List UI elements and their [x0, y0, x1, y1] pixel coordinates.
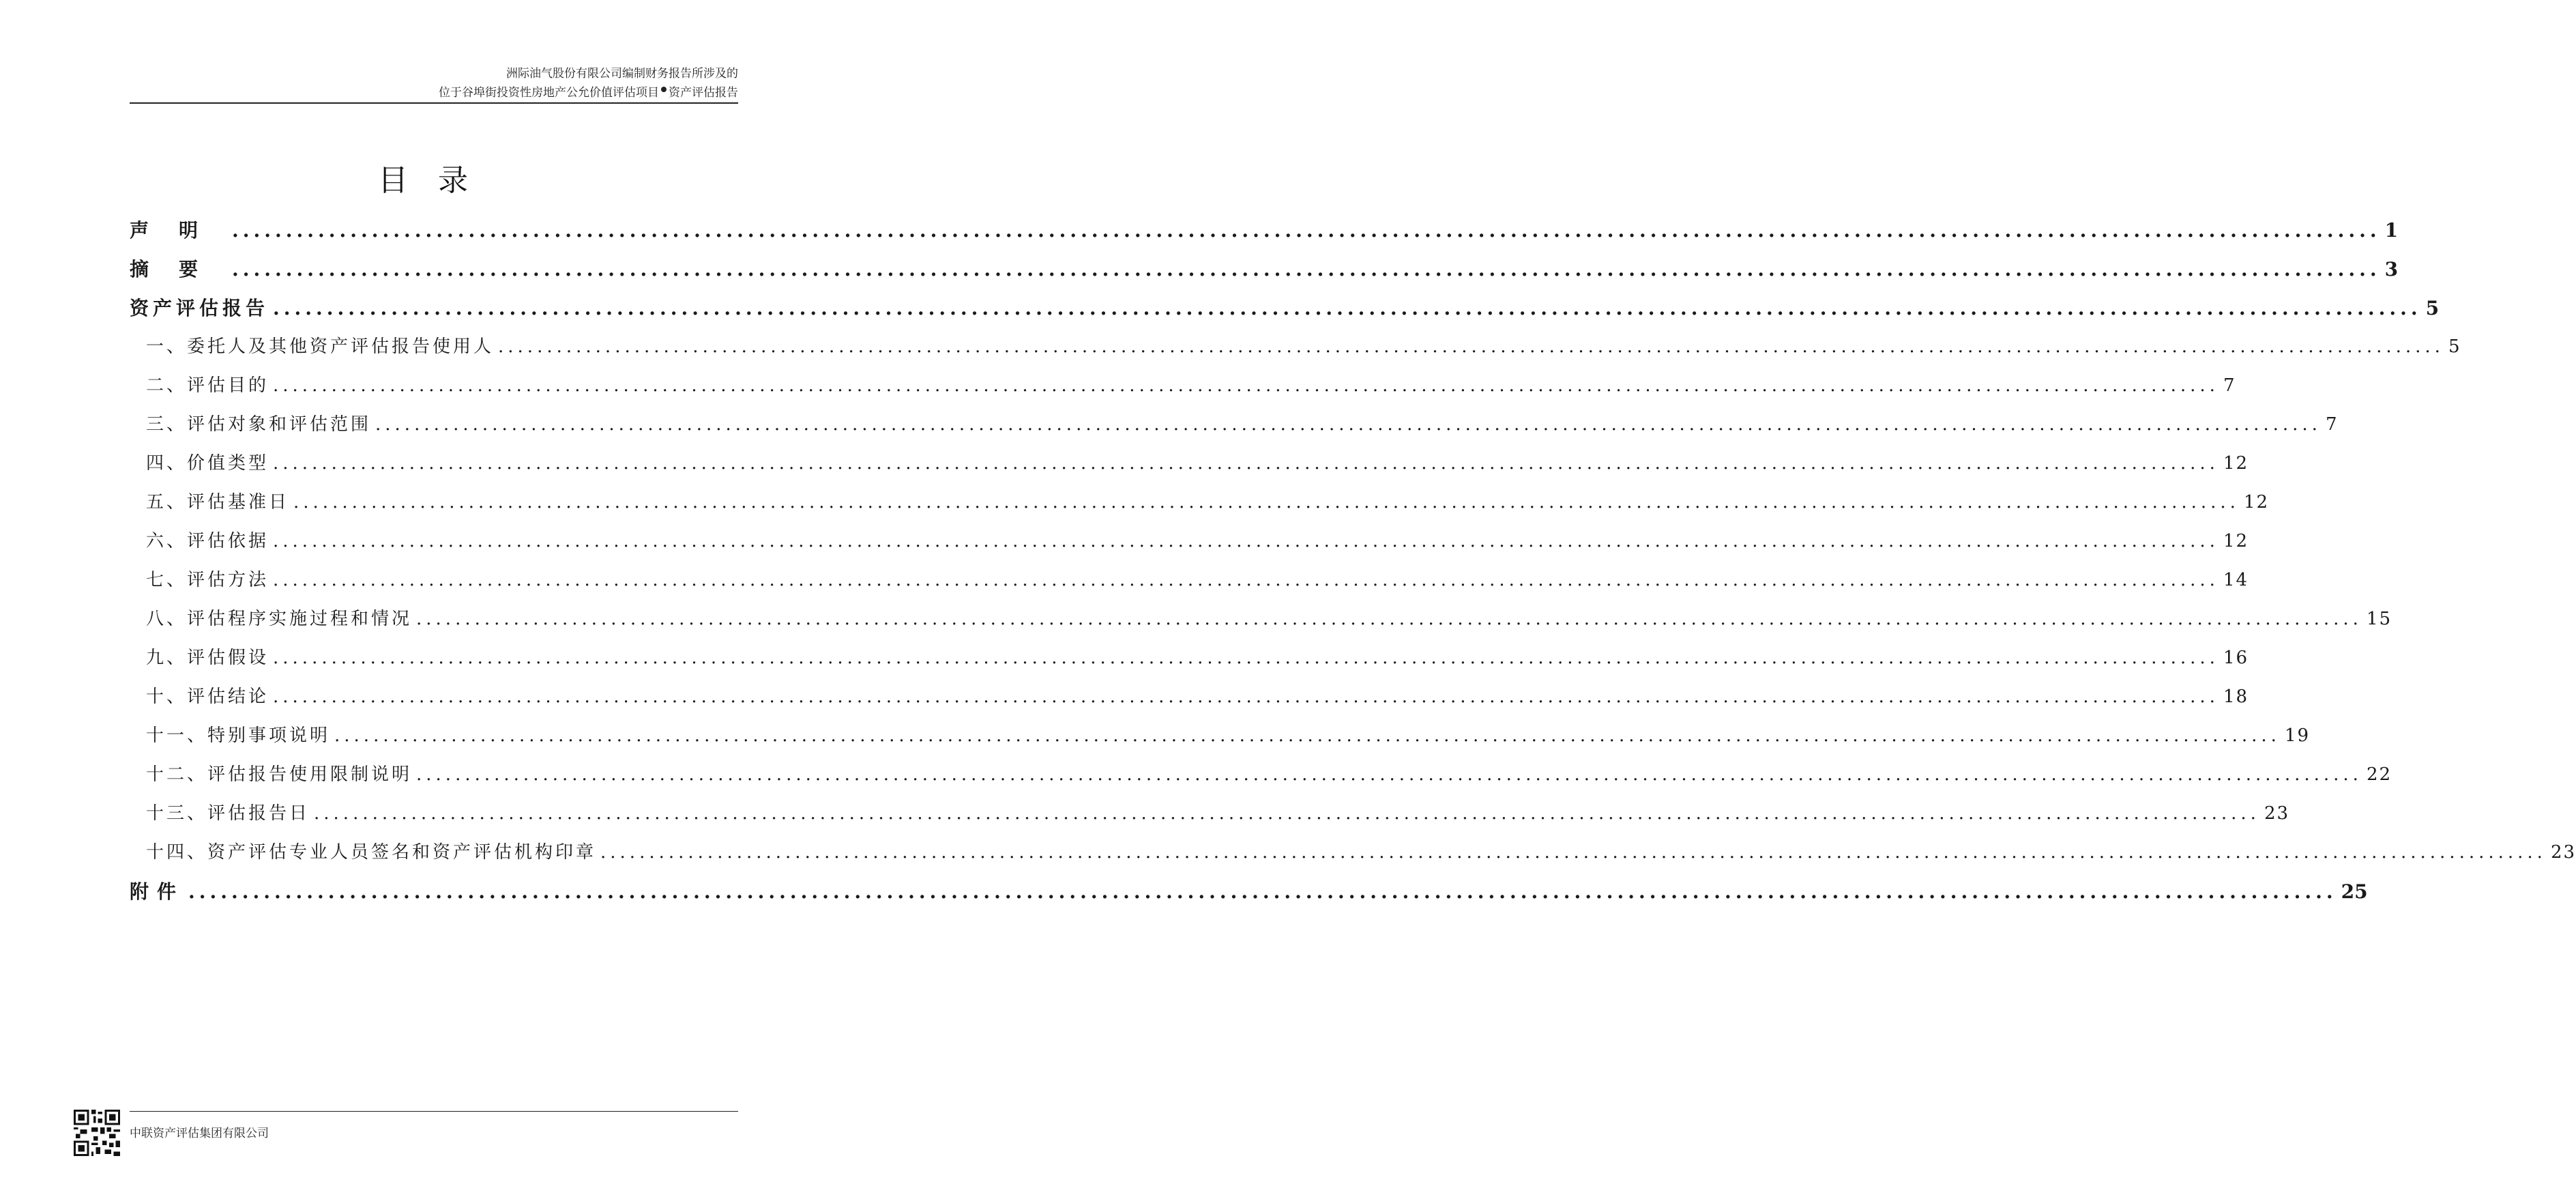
toc-entry-page: 19	[2284, 725, 2311, 746]
toc-entry-section-3[interactable]	[130, 410, 2339, 449]
leader-dots: ........................................................................................................................................................................................................	[273, 375, 2219, 396]
toc-entry-page: 18	[2223, 687, 2249, 707]
table-of-contents	[130, 216, 2576, 916]
toc-entry-section-14[interactable]	[130, 838, 2576, 877]
footer-company-name: 中联资产评估集团有限公司	[130, 1127, 269, 1140]
leader-dots: ........................................................................................................................................................................................................	[375, 414, 2322, 435]
toc-entry-page: 3	[2384, 258, 2399, 280]
toc-entry-page: 25	[2341, 880, 2368, 903]
toc-entry-page: 5	[2448, 336, 2461, 357]
toc-entry-label: 十一、特别事项说明	[146, 725, 331, 746]
leader-dots: ........................................................................................................................................................................................................	[232, 258, 2381, 280]
toc-entry-section-4[interactable]	[130, 449, 2249, 488]
toc-entry-label: 十、评估结论	[146, 687, 269, 707]
leader-dots: ........................................................................................................................................................................................................	[273, 687, 2219, 707]
header-project-name: 位于谷埠街投资性房地产公允价值评估项目	[439, 86, 659, 100]
leader-dots: ........................................................................................................................................................................................................	[334, 725, 2281, 746]
toc-entry-section-12[interactable]	[130, 760, 2392, 799]
toc-entry-section-9[interactable]	[130, 644, 2249, 682]
toc-entry-label: 附件	[130, 880, 185, 903]
toc-entry-page: 15	[2366, 609, 2392, 629]
footer-rule	[130, 1111, 738, 1112]
toc-entry-page: 14	[2223, 570, 2249, 590]
running-header	[130, 64, 738, 102]
leader-dots: ........................................................................................................................................................................................................	[273, 648, 2219, 668]
toc-entry-label: 十二、评估报告使用限制说明	[146, 764, 413, 785]
toc-entry-label: 十四、资产评估专业人员签名和资产评估机构印章	[146, 842, 597, 863]
toc-entry-label: 七、评估方法	[146, 570, 269, 590]
toc-entry-page: 12	[2243, 492, 2270, 513]
toc-entry-section-1[interactable]	[130, 332, 2461, 371]
leader-dots: ........................................................................................................................................................................................................	[273, 570, 2219, 590]
toc-entry-page: 23	[2550, 842, 2576, 863]
toc-entry-page: 7	[2325, 414, 2339, 435]
toc-entry-label: 八、评估程序实施过程和情况	[146, 609, 413, 629]
toc-entry-page: 22	[2366, 764, 2392, 785]
toc-entry-label: 六、评估依据	[146, 531, 269, 551]
header-rule	[130, 102, 738, 104]
leader-dots: ........................................................................................................................................................................................................	[314, 803, 2260, 824]
toc-entry-section-13[interactable]	[130, 799, 2290, 838]
toc-entry-label: 资产评估报告	[130, 297, 269, 319]
header-line-2	[130, 83, 738, 102]
header-report-type: 资产评估报告	[669, 86, 738, 100]
toc-entry-section-8[interactable]	[130, 605, 2392, 644]
bullet-dot-icon	[661, 87, 667, 92]
toc-entry-label: 十三、评估报告日	[146, 803, 310, 824]
toc-entry-section-7[interactable]	[130, 566, 2249, 605]
leader-dots: ........................................................................................................................................................................................................	[600, 842, 2547, 863]
toc-entry-statement[interactable]	[130, 216, 2399, 255]
leader-dots: ........................................................................................................................................................................................................	[416, 609, 2362, 629]
leader-dots: ........................................................................................................................................................................................................	[273, 531, 2219, 551]
toc-entry-page: 12	[2223, 531, 2249, 551]
leader-dots: ........................................................................................................................................................................................................	[188, 880, 2337, 903]
toc-entry-report[interactable]	[130, 293, 2440, 332]
leader-dots: ........................................................................................................................................................................................................	[273, 297, 2422, 319]
toc-entry-page: 7	[2223, 375, 2236, 396]
page-title: 目录	[378, 163, 498, 198]
qr-code-icon	[74, 1110, 120, 1156]
toc-entry-appendix[interactable]	[130, 877, 2368, 916]
toc-entry-page: 16	[2223, 648, 2249, 668]
toc-entry-label: 摘要	[130, 258, 229, 280]
toc-entry-section-11[interactable]	[130, 721, 2311, 760]
toc-entry-section-5[interactable]	[130, 488, 2270, 527]
toc-entry-page: 23	[2264, 803, 2290, 824]
leader-dots: ........................................................................................................................................................................................................	[293, 492, 2240, 513]
toc-entry-label: 四、价值类型	[146, 453, 269, 474]
toc-entry-page: 1	[2384, 219, 2399, 242]
toc-entry-label: 声明	[130, 219, 229, 242]
toc-entry-section-10[interactable]	[130, 682, 2249, 721]
toc-entry-page: 5	[2425, 297, 2440, 319]
leader-dots: ........................................................................................................................................................................................................	[498, 336, 2444, 357]
toc-entry-label: 五、评估基准日	[146, 492, 290, 513]
toc-entry-page: 12	[2223, 453, 2249, 474]
leader-dots: ........................................................................................................................................................................................................	[232, 219, 2381, 242]
toc-entry-label: 三、评估对象和评估范围	[146, 414, 372, 435]
toc-entry-section-6[interactable]	[130, 527, 2249, 566]
leader-dots: ........................................................................................................................................................................................................	[416, 764, 2362, 785]
toc-entry-section-2[interactable]	[130, 371, 2236, 410]
header-line-1: 洲际油气股份有限公司编制财务报告所涉及的	[506, 67, 738, 81]
toc-entry-label: 九、评估假设	[146, 648, 269, 668]
toc-entry-label: 一、委托人及其他资产评估报告使用人	[146, 336, 495, 357]
toc-entry-summary[interactable]	[130, 255, 2399, 293]
leader-dots: ........................................................................................................................................................................................................	[273, 453, 2219, 474]
toc-entry-label: 二、评估目的	[146, 375, 269, 396]
